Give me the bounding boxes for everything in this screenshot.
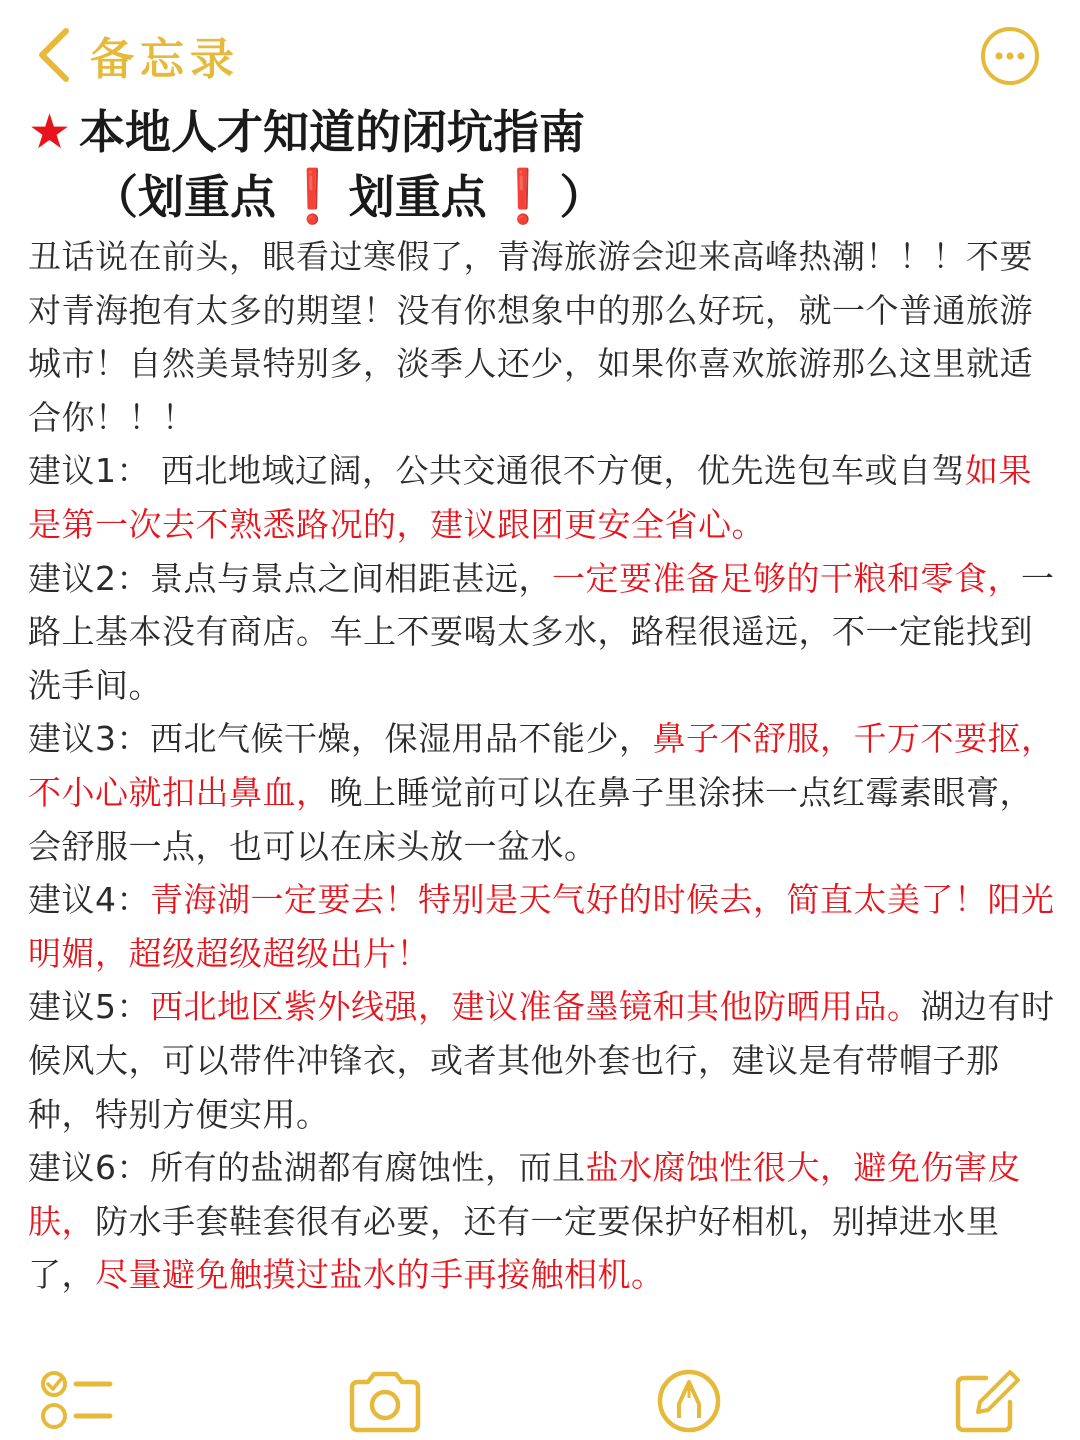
note-subtitle [28,164,1058,230]
tip-highlight: 一定要准备足够的干粮和零食， [552,558,1021,598]
camera-icon [346,1368,424,1434]
more-options-button[interactable] [980,26,1040,86]
tip-highlight: 如果是第一次去不熟悉路况的，建议跟团更安全省心。 [28,451,1032,544]
compose-icon [952,1368,1022,1434]
tip-paragraph [28,552,1058,713]
tip-text: 建议4： [28,880,150,920]
subtitle-close-paren: ） [559,170,606,224]
chevron-left-icon [36,27,72,83]
note-title-block [28,100,1058,230]
tip-highlight: 尽量避免触摸过盐水的手再接触相机。 [95,1255,665,1295]
tip-text: 防水手套鞋套很有必要，还有一定要保护好相机，别掉进水里了， [28,1201,1000,1295]
tip-text: 建议5： [28,987,150,1027]
note-title: 本地人才知道的闭坑指南 [79,105,586,159]
tip-text: 建议6：所有的盐湖都有腐蚀性，而且 [28,1148,586,1188]
note-title-line [28,100,1058,164]
exclamation-icon: ❗ [280,167,345,227]
tip-text: 建议1： 西北地域辽阔，公共交通很不方便，优先选包车或自驾 [28,451,965,491]
tip-paragraph [28,712,1058,873]
tip-highlight: 青海湖一定要去！特别是天气好的时候去，简直太美了！阳光明媚，超级超级超级出片！ [28,880,1055,973]
tip-text: 建议2：景点与景点之间相距甚远， [28,558,552,598]
tip-paragraph [28,980,1058,1141]
intro-paragraph: 丑话说在前头，眼看过寒假了，青海旅游会迎来高峰热潮！！！不要对青海抱有太多的期望！没有你想象中的那么好玩，就一个普通旅游城市！自然美景特别多，淡季人还少，如果你喜欢旅游那么这里就适合你！！！ [28,237,1033,437]
tip-paragraph [28,1141,1058,1302]
subtitle-part-2: 划重点 [348,170,487,224]
markup-pen-icon [656,1368,722,1434]
tip-highlight: 盐水腐蚀性很大，避免伤害皮肤， [28,1148,1021,1241]
exclamation-icon: ❗ [490,167,556,227]
more-options-icon [980,26,1040,86]
tip-text: 建议3：西北气候干燥，保湿用品不能少， [28,719,653,759]
bottom-toolbar [0,1360,1080,1440]
camera-button[interactable] [346,1368,424,1438]
tip-paragraph [28,444,1058,551]
tip-text: 晚上睡觉前可以在鼻子里涂抹一点红霉素眼膏，会舒服一点，也可以在床头放一盆水。 [28,772,1033,866]
checklist-button[interactable] [40,1368,116,1438]
compose-button[interactable] [952,1368,1022,1438]
back-button[interactable] [36,22,240,88]
top-bar [0,0,1080,110]
tip-text: 一路上基本没有商店。车上不要喝太多水，路程很遥远，不一定能找到洗手间。 [28,558,1055,705]
tip-text: 湖边有时候风大，可以带件冲锋衣，或者其他外套也行，建议是有带帽子那种，特别方便实用。 [28,987,1055,1134]
back-label: 备忘录 [90,34,240,85]
tip-highlight: 鼻子不舒服，千万不要抠，不小心就扣出鼻血， [28,719,1055,812]
checklist-icon [40,1368,116,1434]
red-star-icon: ★ [28,104,72,160]
tip-paragraph [28,873,1058,980]
note-body[interactable] [28,230,1058,1302]
tip-highlight: 西北地区紫外线强，建议准备墨镜和其他防晒用品。 [150,987,921,1027]
subtitle-part-1: 划重点 [138,170,276,224]
subtitle-open-paren: （ [92,170,138,224]
markup-button[interactable] [656,1368,722,1438]
